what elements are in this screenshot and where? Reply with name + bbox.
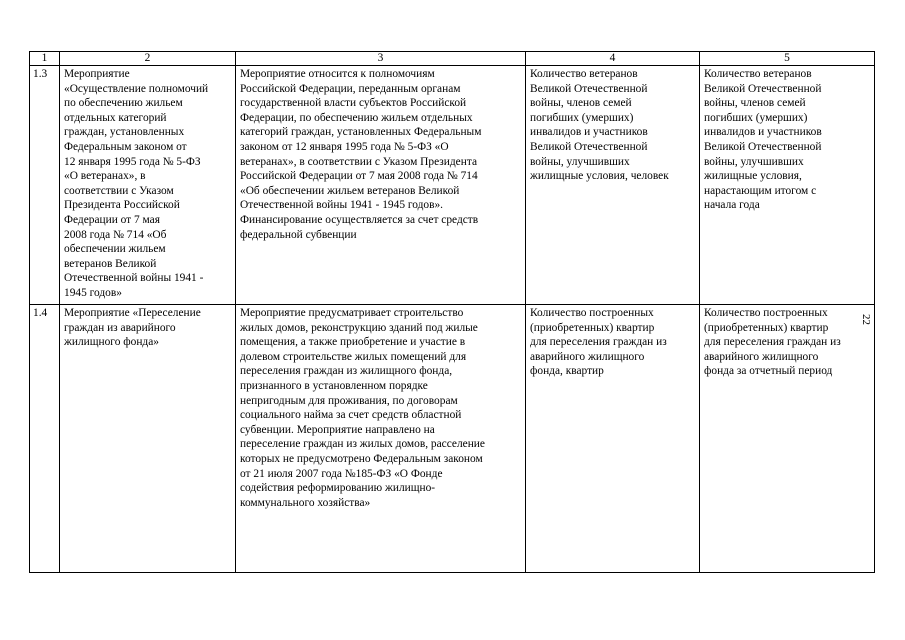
calculation-cell: Количество построенных (приобретенных) квартир для переселения граждан из аварийного жилищного фонда за отчетный период (700, 305, 875, 573)
indicator-cell: Количество ветеранов Великой Отечественной войны, членов семей погибших (умерших) инвалидов и участников Великой Отечественной войны, улучшивших жилищные условия, человек (526, 66, 700, 305)
event-description-cell: Мероприятие относится к полномочиям Российской Федерации, переданным органам государственной власти субъектов Российской Федерации, по обеспечению жильем отдельных категорий граждан, установленных Федеральным законом от 12 января 1995 года № 5-ФЗ «О ветеранах», в соответствии с Указом Президента Российской Федерации от 7 мая 2008 года № 714 «Об обеспечении жильем ветеранов Великой Отечественной войны 1941 - 1945 годов». Финансирование осуществляется за счет средств федеральной субвенции (236, 66, 526, 305)
column-header-4: 4 (526, 52, 700, 66)
row-number: 1.3 (30, 66, 60, 305)
calculation-cell: Количество ветеранов Великой Отечественной войны, членов семей погибших (умерших) инвалидов и участников Великой Отечественной войны, улучшивших жилищные условия, нарастающим итогом с начала года (700, 66, 875, 305)
indicators-table (29, 51, 875, 573)
event-name-cell: Мероприятие «Переселение граждан из аварийного жилищного фонда» (60, 305, 236, 573)
column-header-1: 1 (30, 52, 60, 66)
column-header-2: 2 (60, 52, 236, 66)
event-name-cell: Мероприятие «Осуществление полномочий по обеспечению жильем отдельных категорий граждан, установленных Федеральным законом от 12 января 1995 года № 5-ФЗ «О ветеранах», в соответствии с Указом Президента Российской Федерации от 7 мая 2008 года № 714 «Об обеспечении жильем ветеранов Великой Отечественной войны 1941 - 1945 годов» (60, 66, 236, 305)
table-row (30, 66, 875, 305)
column-header-3: 3 (236, 52, 526, 66)
column-header-5: 5 (700, 52, 875, 66)
table-header-row (30, 52, 875, 66)
row-number: 1.4 (30, 305, 60, 573)
indicator-cell: Количество построенных (приобретенных) квартир для переселения граждан из аварийного жилищного фонда, квартир (526, 305, 700, 573)
page-number: 22 (860, 314, 872, 325)
table-row (30, 305, 875, 573)
event-description-cell: Мероприятие предусматривает строительство жилых домов, реконструкцию зданий под жилые помещения, а также приобретение и участие в долевом строительстве жилых помещений для переселения граждан из жилищного фонда, признанного в установленном порядке непригодным для проживания, по договорам социального найма за счет средств областной субвенции. Мероприятие направлено на переселение граждан из жилых домов, расселение которых не предусмотрено Федеральным законом от 21 июля 2007 года №185-ФЗ «О Фонде содействия реформированию жилищно- коммунального хозяйства» (236, 305, 526, 573)
